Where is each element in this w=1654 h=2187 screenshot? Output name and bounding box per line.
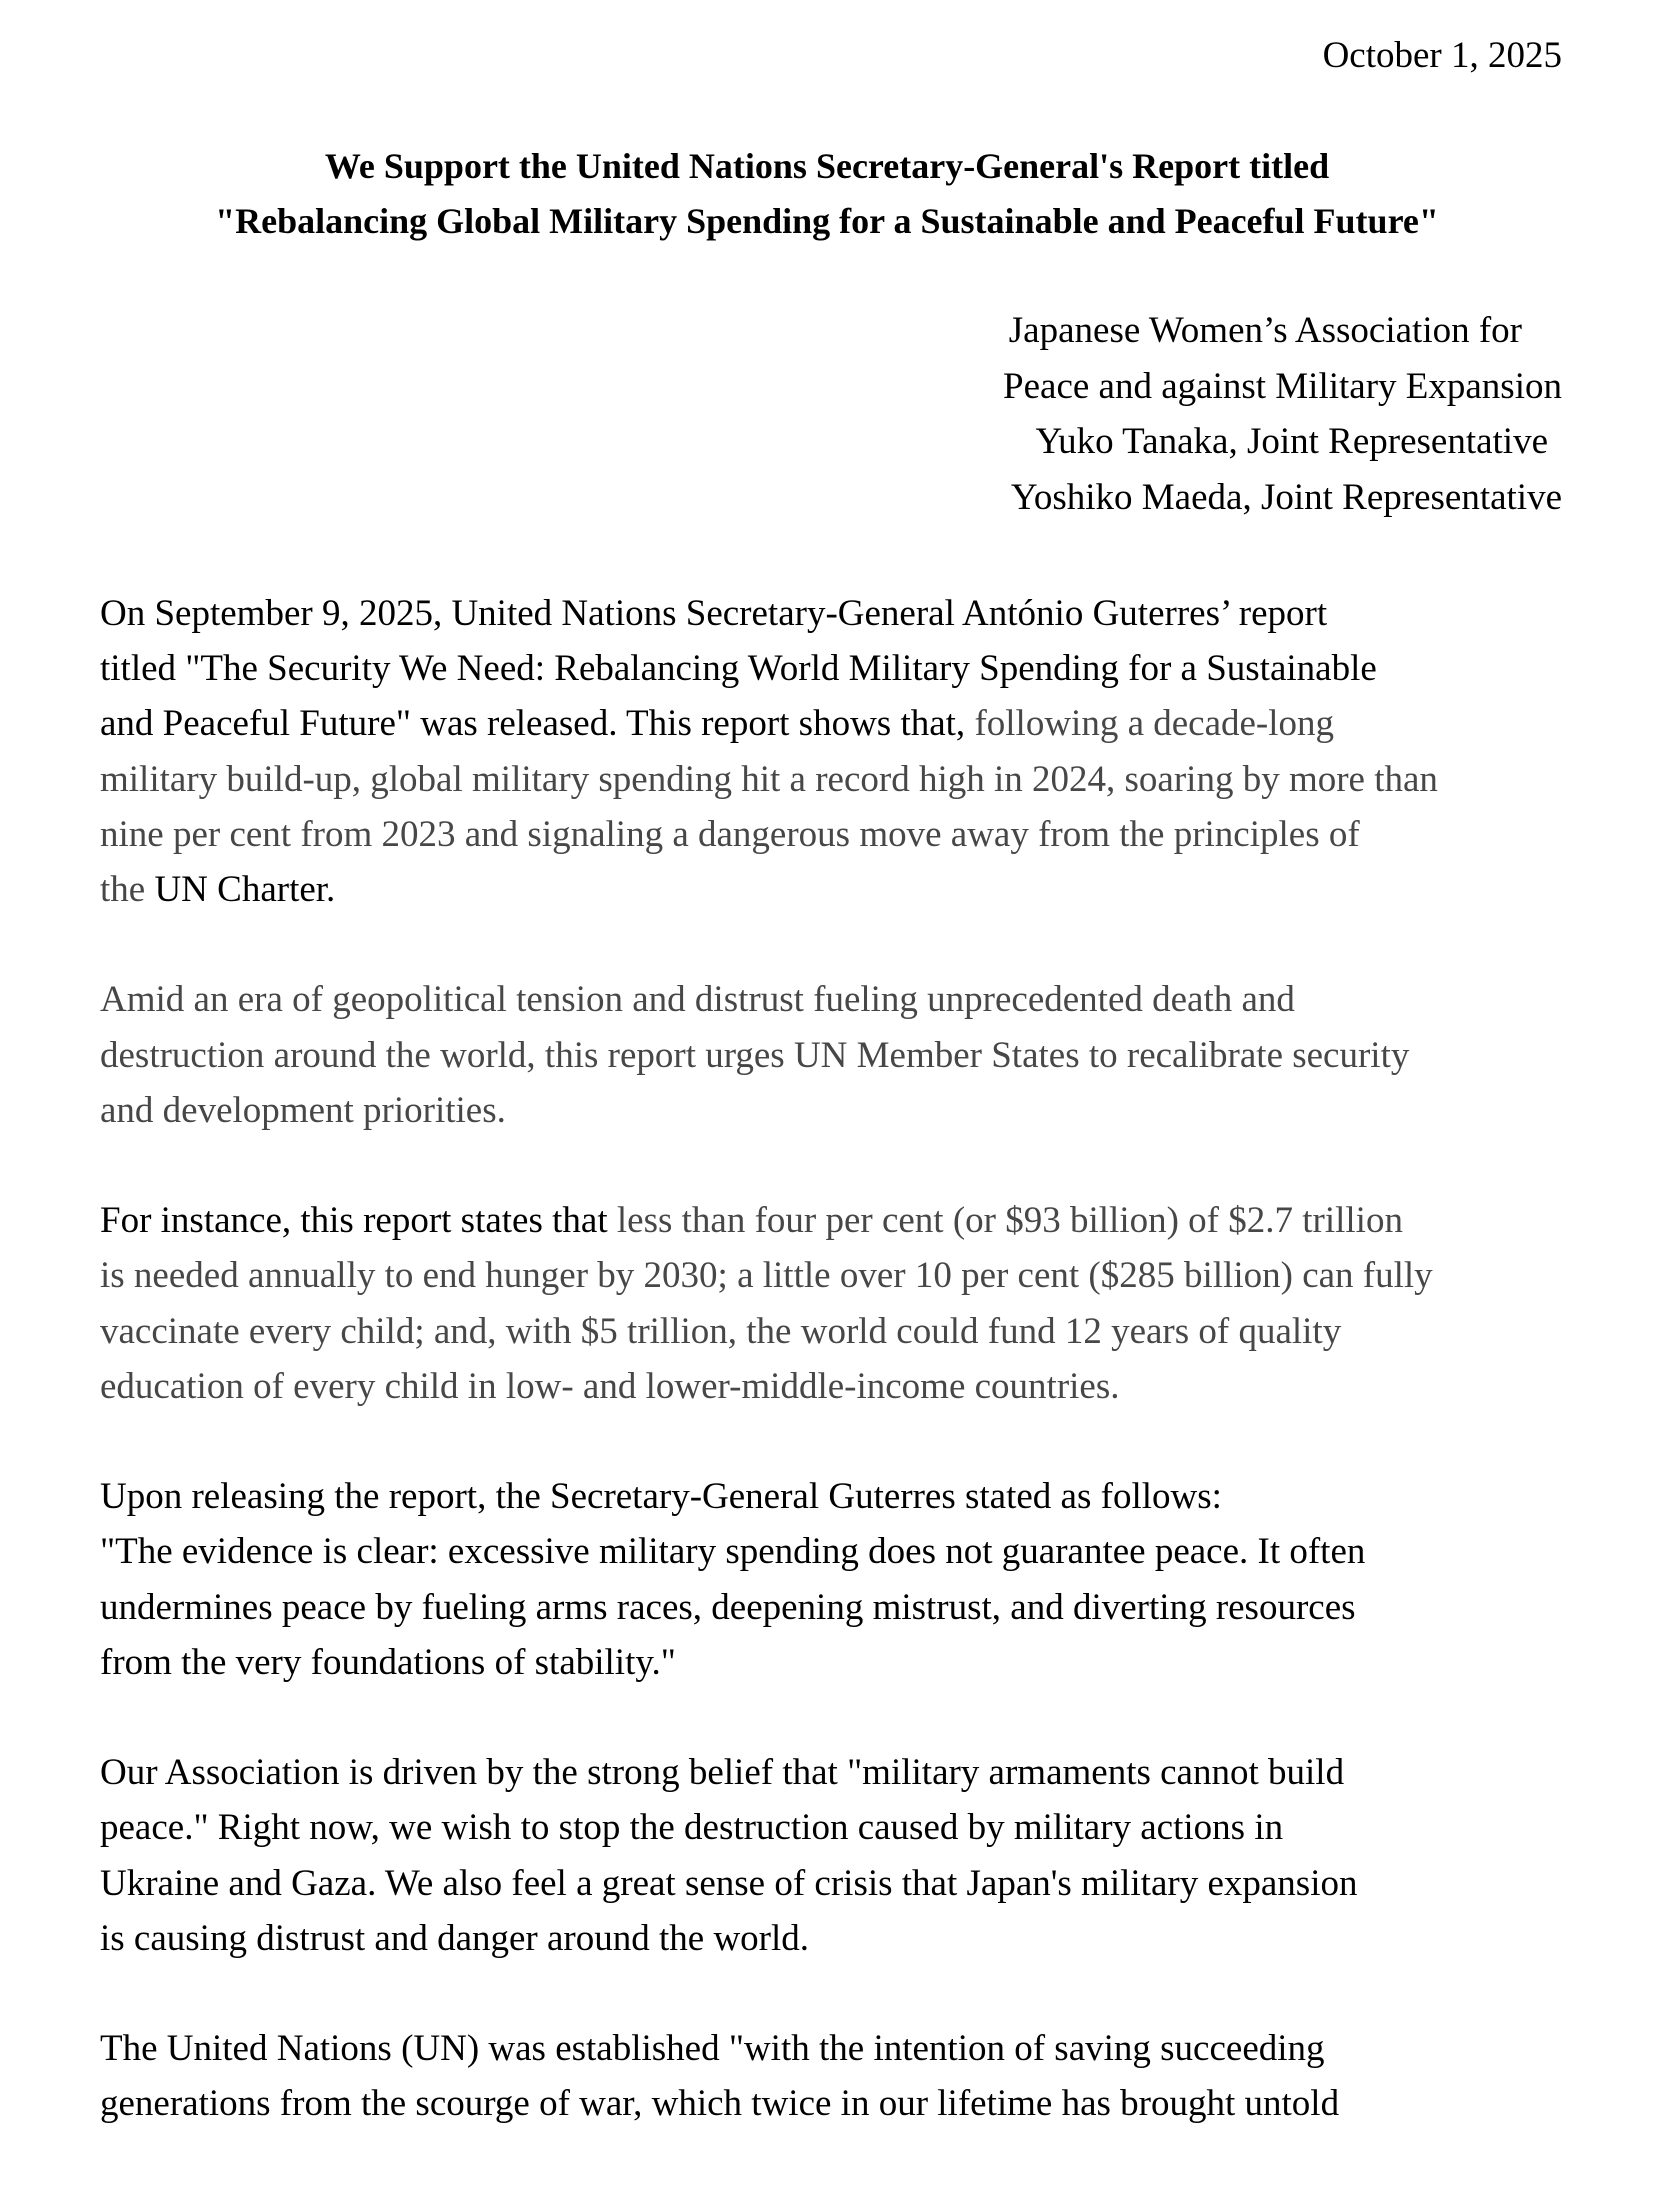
body-paragraph [100,1745,1600,1966]
signature-block [1003,303,1562,525]
signature-organization-line-1: Japanese Women’s Association for [1008,310,1522,351]
body-paragraph [100,1193,1600,1414]
highlighted-report-text: less than four per cent (or $93 billion) of $2.7 trillion [616,1200,1403,1242]
text-run: undermines peace by fueling arms races, deepening mistrust, and diverting resources [100,1586,1356,1628]
signature-organization-line-2: Peace and against Military Expansion [1003,365,1562,407]
highlighted-report-text: destruction around the world, this report urges UN Member States to recalibrate security [100,1034,1410,1076]
text-run: from the very foundations of stability." [100,1641,676,1683]
document-title [0,139,1654,249]
text-run: Our Association is driven by the strong belief that "military armaments cannot build [100,1752,1345,1794]
text-run: titled "The Security We Need: Rebalancing World Military Spending for a Sustainable [100,648,1377,690]
highlighted-report-text: nine per cent from 2023 and signaling a dangerous move away from the principles of [100,813,1360,855]
paragraph-line [100,1304,1600,1359]
text-run: On September 9, 2025, United Nations Secretary-General António Guterres’ report [100,593,1328,634]
highlighted-report-text: military build-up, global military spending hit a record high in 2024, soaring by more than [100,758,1438,800]
paragraph-line [100,2076,1600,2131]
paragraph-line [100,1248,1600,1303]
highlighted-report-text: Amid an era of geopolitical tension and distrust fueling unprecedented death and [100,979,1295,1021]
text-run: is causing distrust and danger around the world. [100,1917,810,1959]
paragraph-line [100,1083,1600,1138]
title-line-1: We Support the United Nations Secretary-General's Report titled [324,146,1330,186]
paragraph-line [100,807,1600,862]
text-run: For instance, this report states that [100,1200,617,1242]
highlighted-report-text: following a decade-long [974,703,1335,745]
paragraph-line [100,1856,1600,1911]
paragraph-line [100,696,1600,751]
document-date: October 1, 2025 [1322,35,1562,76]
body-paragraph [100,2021,1600,2131]
paragraph-line [100,1524,1600,1579]
highlighted-report-text: the [100,869,155,911]
paragraph-line [100,1193,1600,1248]
body-paragraph [100,586,1600,917]
text-run: peace." Right now, we wish to stop the destruction caused by military actions in [100,1807,1284,1849]
text-run: "The evidence is clear: excessive military spending does not guarantee peace. It often [100,1531,1366,1573]
body-paragraph [100,972,1600,1138]
paragraph-line [100,1635,1600,1690]
text-run: Upon releasing the report, the Secretary-General Guterres stated as follows: [100,1476,1222,1518]
paragraph-line [100,586,1600,641]
text-run: UN Charter. [154,869,336,911]
text-run: generations from the scourge of war, which twice in our lifetime has brought untold [100,2083,1340,2125]
highlighted-report-text: vaccinate every child; and, with $5 trillion, the world could fund 12 years of quality [100,1310,1342,1352]
signature-representative-2: Yoshiko Maeda, Joint Representative [1010,476,1562,518]
paragraph-line [100,752,1600,807]
highlighted-report-text: and development priorities. [100,1089,506,1131]
text-run: Ukraine and Gaza. We also feel a great sense of crisis that Japan's military expansion [100,1862,1358,1904]
body-paragraph [100,1469,1600,1690]
document-body [100,586,1600,2187]
paragraph-line [100,1911,1600,1966]
highlighted-report-text: is needed annually to end hunger by 2030; a little over 10 per cent ($285 billion) can fully [100,1255,1433,1297]
paragraph-line [100,862,1600,917]
title-line-2: "Rebalancing Global Military Spending for a Sustainable and Peaceful Future" [215,201,1439,241]
paragraph-line [100,1469,1600,1524]
paragraph-line [100,1800,1600,1855]
paragraph-line [100,1359,1600,1414]
highlighted-report-text: education of every child in low- and lower-middle-income countries. [100,1365,1120,1407]
text-run: and Peaceful Future" was released. This report shows that, [100,703,975,745]
paragraph-line [100,1028,1600,1083]
paragraph-line [100,972,1600,1027]
paragraph-line [100,2021,1600,2076]
text-run: The United Nations (UN) was established "with the intention of saving succeeding [100,2028,1325,2070]
paragraph-line [100,1580,1600,1635]
signature-representative-1: Yuko Tanaka, Joint Representative [1035,421,1548,462]
paragraph-line [100,641,1600,696]
paragraph-line [100,1745,1600,1800]
